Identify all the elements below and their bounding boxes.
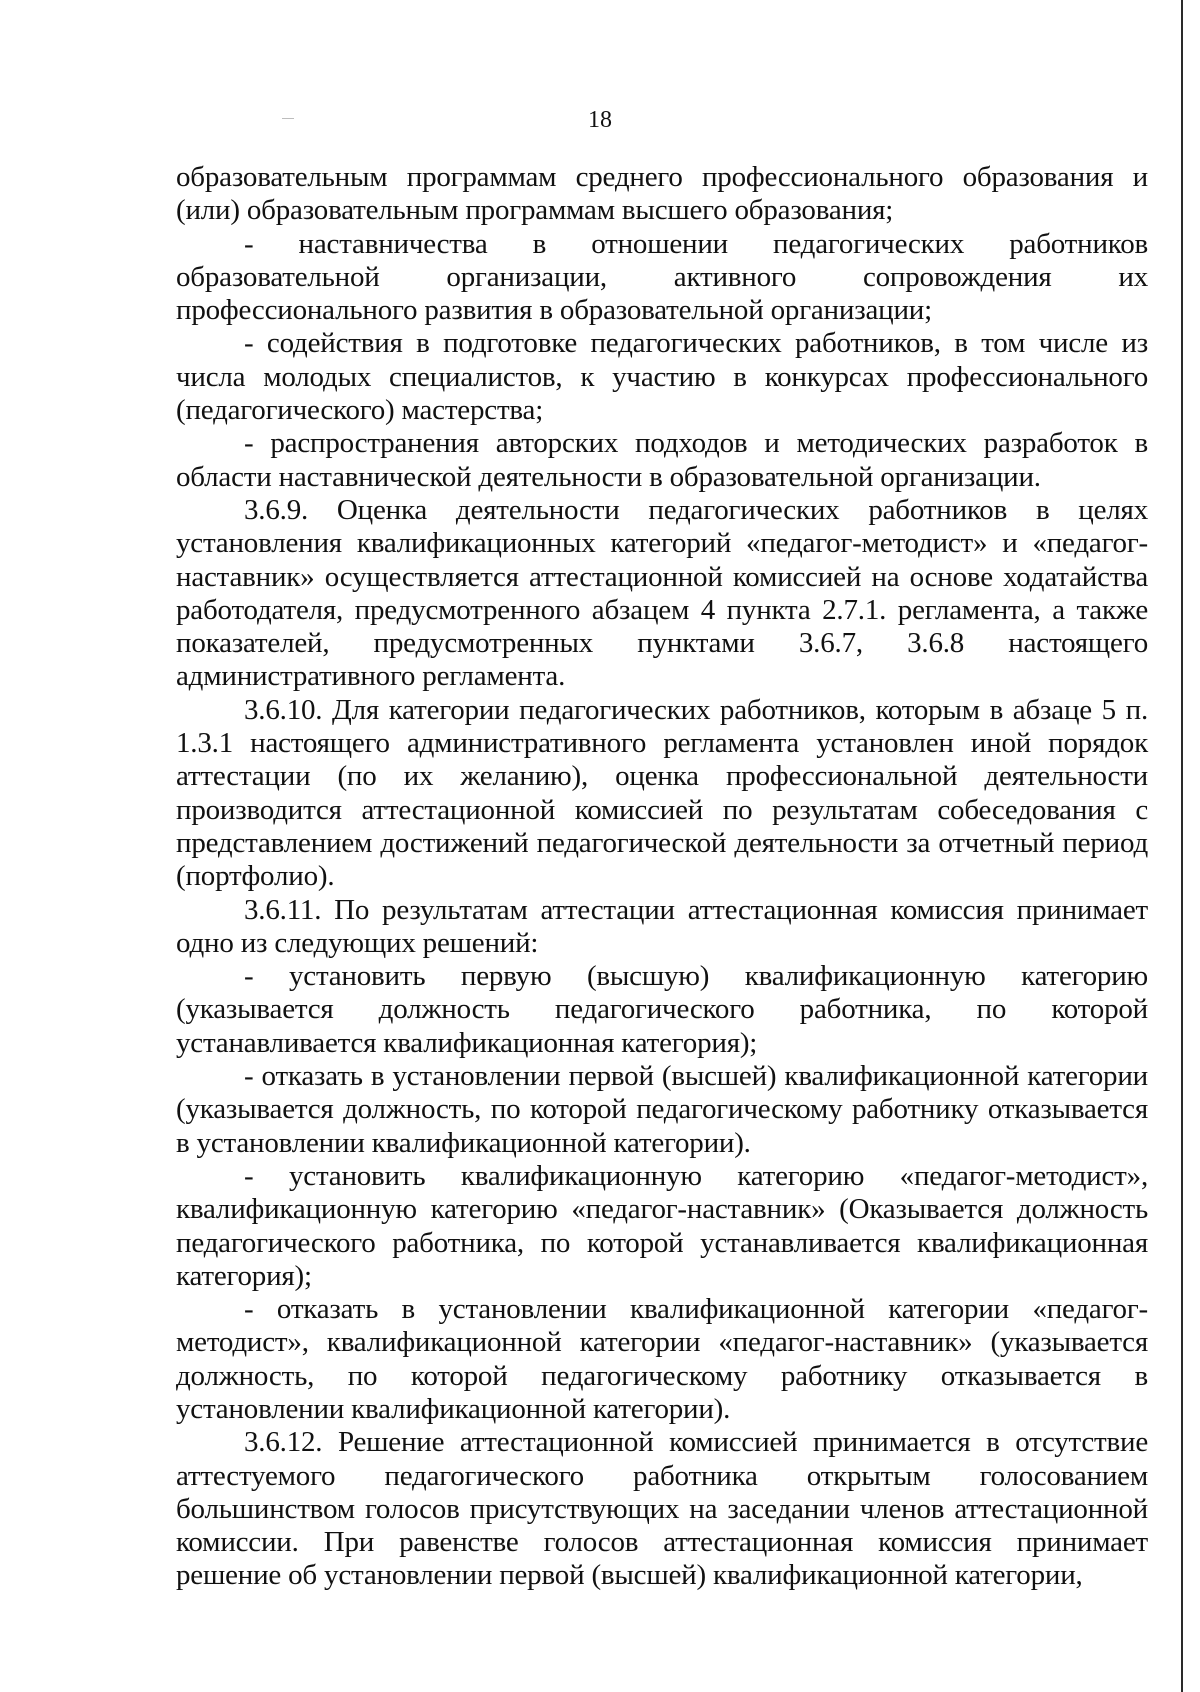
page-number: 18 [588,107,612,133]
list-item-dissemination: - распространения авторских подходов и методических разработок в области наставнической деятельности в образовательной организации. [176,427,1148,493]
list-item-contest-support: - содействия в подготовке педагогических работников, в том числе из числа молодых специалистов, к участию в конкурсах профессионального (педагогического) мастерства; [176,327,1148,427]
paragraph-continuation: образовательным программам среднего профессионального образования и (или) образовательным программам высшего образования; [176,161,1148,227]
decision-item-refuse-first-highest: - отказать в установлении первой (высшей) квалификационной категории (указывается должность, по которой педагогическому работнику отказывается в установлении квалификационной категории). [176,1060,1148,1159]
decision-item-establish-first-highest: - установить первую (высшую) квалификационную категорию (указывается должность педагогического работника, по которой устанавливается квалификационная категория); [176,960,1148,1059]
clause-3-6-10: 3.6.10. Для категории педагогических работников, которым в абзаце 5 п. 1.3.1 настоящего административного регламента установлен иной порядок аттестации (по их желанию), оценка профессиональной деятельности производится аттестационной комиссией по результатам собеседования с представлением достижений педагогической деятельности за отчетный период (портфолио). [176,693,1148,893]
clause-3-6-9: 3.6.9. Оценка деятельности педагогических работников в целях установления квалификационных категорий «педагог-методист» и «педагог-наставник» осуществляется аттестационной комиссией на основе ходатайства работодателя, предусмотренного абзацем 4 пункта 2.7.1. регламента, а также показателей, предусмотренных пунктами 3.6.7, 3.6.8 настоящего административного регламента. [176,493,1148,693]
list-item-mentoring: - наставничества в отношении педагогических работников образовательной организации, активного сопровождения их профессионального развития в образовательной организации; [176,227,1148,327]
clause-3-6-11: 3.6.11. По результатам аттестации аттестационная комиссия принимает одно из следующих решений: [176,893,1148,959]
scan-edge-line [1181,0,1183,1692]
clause-3-6-12: 3.6.12. Решение аттестационной комиссией принимается в отсутствие аттестуемого педагогического работника открытым голосованием большинством голосов присутствующих на заседании членов аттестационной комиссии. При равенстве голосов аттестационная комиссия принимает решение об установлении первой (высшей) квалификационной категории, [176,1426,1148,1592]
document-body [176,161,1148,1593]
decision-item-refuse-methodist-mentor: - отказать в установлении квалификационной категории «педагог-методист», квалификационной категории «педагог-наставник» (указывается должность, по которой педагогическому работнику отказывается в установлении квалификационной категории). [176,1293,1148,1425]
decision-item-establish-methodist-mentor: - установить квалификационную категорию «педагог-методист», квалификационную категорию «педагог-наставник» (Оказывается должность педагогического работника, по которой устанавливается квалификационная категория); [176,1159,1148,1292]
